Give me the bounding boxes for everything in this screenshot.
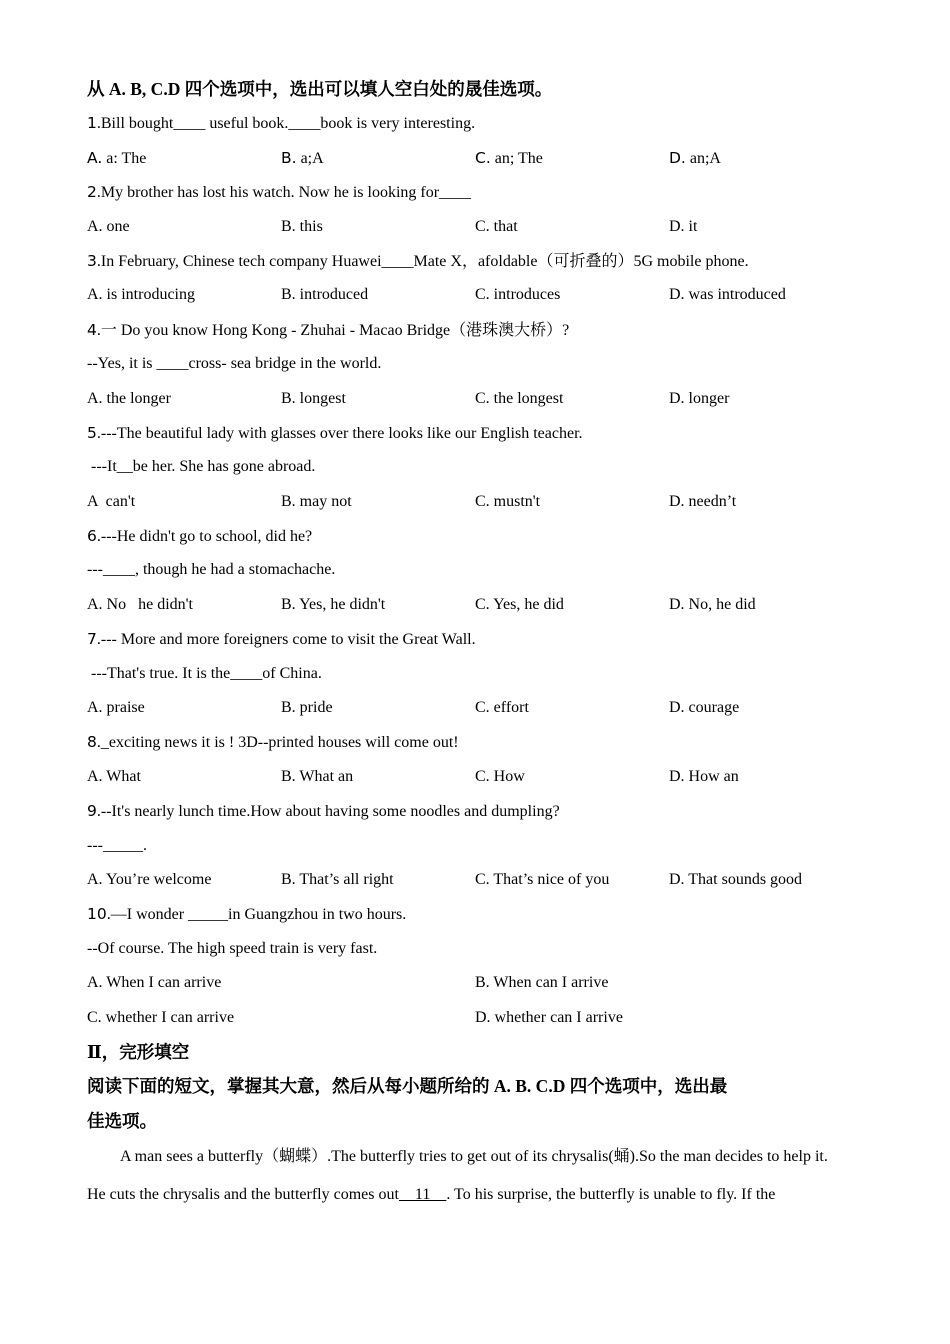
option-d[interactable]: D. courage	[669, 699, 740, 717]
option-c[interactable]: C. Yes, he did	[475, 595, 564, 613]
question-number: 4	[87, 320, 97, 339]
section2-instruction: 佳选项。	[87, 1110, 157, 1131]
options-row	[87, 760, 877, 794]
worksheet-page	[87, 72, 877, 1213]
option-a[interactable]	[87, 141, 281, 175]
options-row	[87, 863, 877, 897]
cloze-blank-11: 11	[398, 1185, 447, 1203]
option-letter: D.	[669, 148, 686, 167]
options-row	[87, 1001, 877, 1035]
passage-text: He cuts the chrysalis and the butterfly comes out	[87, 1185, 399, 1203]
options-row	[87, 141, 877, 175]
question-1	[87, 106, 877, 175]
question-5	[87, 416, 877, 519]
question-number: 10	[87, 905, 107, 924]
option-b[interactable]: B. pride	[281, 699, 333, 717]
options-row	[87, 210, 877, 244]
option-a[interactable]: A. is introducing	[87, 286, 195, 304]
options-row	[87, 278, 877, 312]
option-a[interactable]: A. You’re welcome	[87, 870, 212, 888]
question-7	[87, 622, 877, 725]
section2-heading: Ⅱ，完形填空	[87, 1041, 190, 1062]
option-c[interactable]: C. mustn't	[475, 492, 541, 510]
question-3	[87, 244, 877, 313]
question-number: 3	[87, 251, 97, 270]
option-d[interactable]: D. No, he did	[669, 595, 756, 613]
question-text: --Yes, it is ____cross- sea bridge in the world.	[87, 355, 382, 373]
option-b[interactable]: B. Yes, he didn't	[281, 595, 386, 613]
question-8	[87, 725, 877, 794]
question-stem: 9.--It's nearly lunch time.How about having some noodles and dumpling?	[87, 802, 560, 821]
question-10	[87, 897, 877, 1035]
option-b[interactable]: B. What an	[281, 767, 354, 785]
option-c[interactable]: C. that	[475, 217, 518, 235]
question-number: 1	[87, 114, 97, 133]
option-d[interactable]: D. needn’t	[669, 492, 737, 510]
passage-text: . To his surprise, the butterfly is unable to fly. If the	[446, 1185, 776, 1203]
option-d[interactable]: D. That sounds good	[669, 870, 803, 888]
option-b[interactable]: B. When can I arrive	[475, 974, 609, 992]
question-number: 9	[87, 802, 97, 821]
question-number: 8	[87, 733, 97, 752]
question-text: ---The beautiful lady with glasses over there looks like our English teacher.	[100, 424, 583, 442]
question-stem: 1.Bill bought____ useful book.____book is very interesting.	[87, 114, 476, 133]
question-number: 5	[87, 423, 97, 442]
question-text: 一 Do you know Hong Kong - Zhuhai - Macao Bridge（港珠澳大桥）?	[100, 321, 570, 339]
question-stem: 3.In February, Chinese tech company Huawei____Mate X，afoldable（可折叠的）5G mobile phone.	[87, 251, 749, 270]
options-row	[87, 588, 877, 622]
question-number: 6	[87, 527, 97, 546]
question-text: ---He didn't go to school, did he?	[100, 528, 313, 546]
option-a[interactable]: A. When I can arrive	[87, 974, 222, 992]
option-b[interactable]: B. introduced	[281, 286, 369, 304]
option-a[interactable]: A. one	[87, 217, 130, 235]
option-c[interactable]: C. whether I can arrive	[87, 1008, 235, 1026]
question-text: ---____, though he had a stomachache.	[87, 561, 336, 579]
option-letter: C.	[475, 148, 491, 167]
option-c[interactable]: C. introduces	[475, 286, 561, 304]
question-text: ---_____.	[87, 836, 147, 854]
question-stem: 10.—I wonder _____in Guangzhou in two hours.	[87, 905, 407, 924]
option-d[interactable]: D. whether can I arrive	[475, 1008, 623, 1026]
option-text: a;A	[300, 149, 324, 167]
question-text: In February, Chinese tech company Huawei____Mate X，afoldable（可折叠的）5G mobile phone.	[100, 252, 749, 270]
question-stem: 4.一 Do you know Hong Kong - Zhuhai - Macao Bridge（港珠澳大桥）?	[87, 320, 570, 339]
question-9	[87, 794, 877, 897]
option-text: an;A	[689, 149, 721, 167]
options-row	[87, 382, 877, 416]
question-text: _exciting news it is ! 3D--printed houses will come out!	[100, 734, 459, 752]
question-text: Bill bought____ useful book.____book is very interesting.	[100, 115, 476, 133]
question-text: --Of course. The high speed train is very fast.	[87, 939, 378, 957]
question-text: ---It__be her. She has gone abroad.	[87, 458, 316, 476]
option-d[interactable]: D. it	[669, 217, 698, 235]
option-d[interactable]: D. longer	[669, 389, 730, 407]
question-4	[87, 313, 877, 416]
question-number: 7	[87, 630, 97, 649]
option-b[interactable]	[281, 141, 475, 175]
passage-line	[87, 1176, 877, 1214]
question-6	[87, 519, 877, 622]
option-c[interactable]	[475, 141, 669, 175]
question-2	[87, 175, 877, 244]
question-stem: 6.---He didn't go to school, did he?	[87, 527, 313, 546]
option-text: an; The	[494, 149, 543, 167]
option-b[interactable]: B. may not	[281, 492, 352, 510]
option-b[interactable]: B. longest	[281, 389, 346, 407]
question-text: --It's nearly lunch time.How about having some noodles and dumpling?	[100, 803, 560, 821]
question-stem: 8._exciting news it is ! 3D--printed houses will come out!	[87, 733, 459, 752]
question-number: 2	[87, 183, 97, 202]
option-d[interactable]	[669, 141, 863, 175]
option-a[interactable]: A can't	[87, 492, 136, 510]
option-d[interactable]: D. How an	[669, 767, 739, 785]
passage-line: A man sees a butterfly（蝴蝶）.The butterfly tries to get out of its chrysalis(蛹).So the man decides to help it.	[120, 1148, 828, 1166]
option-a[interactable]: A. praise	[87, 699, 145, 717]
question-text: —I wonder _____in Guangzhou in two hours.	[110, 906, 407, 924]
option-letter: A.	[87, 148, 103, 167]
question-stem: 5.---The beautiful lady with glasses over there looks like our English teacher.	[87, 423, 583, 442]
question-stem: 2.My brother has lost his watch. Now he is looking for____	[87, 183, 472, 202]
section2-instruction: 阅读下面的短文，掌握其大意，然后从每小题所给的 A. B. C.D 四个选项中，选出最	[87, 1076, 728, 1097]
question-text: ---That's true. It is the____of China.	[87, 664, 322, 682]
option-a[interactable]: A. the longer	[87, 389, 171, 407]
option-letter: B.	[281, 148, 297, 167]
option-text: a: The	[106, 149, 147, 167]
question-list	[87, 106, 877, 897]
option-a[interactable]: A. No he didn't	[87, 595, 193, 613]
option-c[interactable]: C. the longest	[475, 389, 564, 407]
option-c[interactable]: C. That’s nice of you	[475, 870, 610, 888]
option-b[interactable]: B. this	[281, 217, 323, 235]
option-a[interactable]: A. What	[87, 767, 141, 785]
options-row	[87, 691, 877, 725]
option-b[interactable]: B. That’s all right	[281, 870, 394, 888]
options-row	[87, 966, 877, 1000]
option-d[interactable]: D. was introduced	[669, 286, 786, 304]
question-stem: 7.--- More and more foreigners come to visit the Great Wall.	[87, 630, 476, 649]
options-row	[87, 485, 877, 519]
section1-title: 从 A. B, C.D 四个选项中，选出可以填人空白处的晟佳选项。	[87, 79, 553, 99]
question-text: --- More and more foreigners come to visit the Great Wall.	[100, 631, 476, 649]
question-text: My brother has lost his watch. Now he is looking for____	[100, 184, 472, 202]
option-c[interactable]: C. How	[475, 767, 525, 785]
option-c[interactable]: C. effort	[475, 699, 529, 717]
